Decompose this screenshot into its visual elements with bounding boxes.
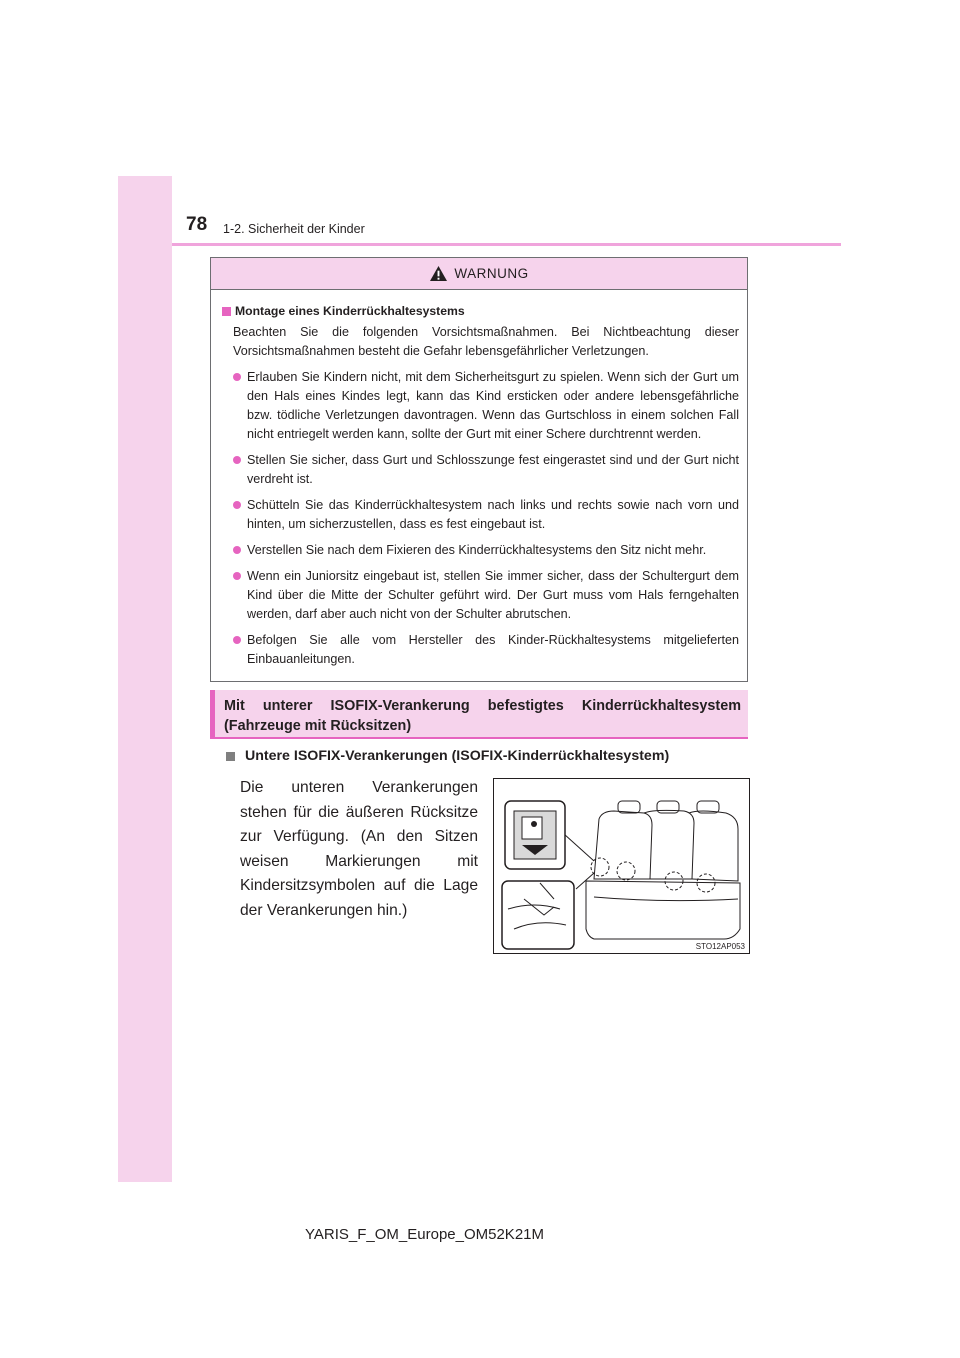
warning-header [211, 258, 747, 290]
square-bullet-icon [226, 752, 235, 761]
bullet-dot-icon [233, 501, 241, 509]
warning-intro: Beachten Sie die folgenden Vorsichtsmaßnahmen. Bei Nichtbeachtung dieser Vorsichtsmaßnahmen besteht die Gefahr lebensgefährlicher Verletzungen. [233, 325, 739, 358]
isofix-subheading [226, 748, 669, 764]
isofix-seat-illustration [494, 779, 749, 953]
list-item: Befolgen Sie alle vom Hersteller des Kinder-Rückhaltesystems mitgelieferten Einbauanleitungen. [222, 631, 739, 669]
isofix-body: Die unteren Verankerungen stehen für die äußeren Rücksitze zur Verfügung. (An den Sitzen weisen Markierungen mit Kindersitzsymbolen auf die Lage der Verankerungen hin.) [240, 779, 478, 919]
warning-subsection-title: Montage eines Kinderrückhaltesystems [235, 304, 465, 318]
warning-body [211, 290, 747, 669]
isofix-heading: Mit unterer ISOFIX-Verankerung befestigtes Kinderrückhaltesystem (Fahrzeuge mit Rücksitzen) [210, 690, 748, 739]
bullet-dot-icon [233, 572, 241, 580]
warning-subsection [222, 302, 739, 321]
warning-title: WARNUNG [454, 266, 529, 281]
square-bullet-icon [222, 307, 231, 316]
list-item: Wenn ein Juniorsitz eingebaut ist, stellen Sie immer sicher, dass der Schultergurt dem Kind über die Mitte der Schulter geführt wird. Der Gurt muss vom Hals ferngehalten werden, darf aber auch nicht von der Schulter abrutschen. [222, 567, 739, 624]
bullet-dot-icon [233, 373, 241, 381]
warning-triangle-icon [429, 265, 448, 282]
isofix-subheading-text: Untere ISOFIX-Verankerungen (ISOFIX-Kinderrückhaltesystem) [245, 748, 670, 764]
section-title: 1-2. Sicherheit der Kinder [223, 222, 365, 236]
list-item: Schütteln Sie das Kinderrückhaltesystem nach links und rechts sowie nach vorn und hinten, um sicherzustellen, dass es fest eingebaut ist. [222, 496, 739, 534]
sidebar-tab [118, 176, 172, 1182]
list-item: Verstellen Sie nach dem Fixieren des Kinderrückhaltesystems den Sitz nicht mehr. [222, 541, 739, 560]
warning-box [210, 257, 748, 682]
page-number: 78 [186, 214, 208, 235]
bullet-dot-icon [233, 636, 241, 644]
list-item: Stellen Sie sicher, dass Gurt und Schlosszunge fest eingerastet sind und der Gurt nicht verdreht ist. [222, 451, 739, 489]
header-rule [172, 243, 841, 246]
footer-doc-id: YARIS_F_OM_Europe_OM52K21M [305, 1226, 544, 1243]
bullet-dot-icon [233, 546, 241, 554]
figure-code: STO12AP053 [695, 942, 745, 951]
isofix-figure [493, 778, 750, 954]
bullet-dot-icon [233, 456, 241, 464]
list-item: Erlauben Sie Kindern nicht, mit dem Sicherheitsgurt zu spielen. Wenn sich der Gurt um den Hals eines Kindes legt, kann das Kind ersticken oder andere lebensgefährliche bzw. tödliche Verletzungen davontragen. Wenn das Gurtschloss in einem solchen Fall nicht entriegelt werden kann, sollte der Gurt mit einer Schere durchtrennt werden. [222, 368, 739, 444]
